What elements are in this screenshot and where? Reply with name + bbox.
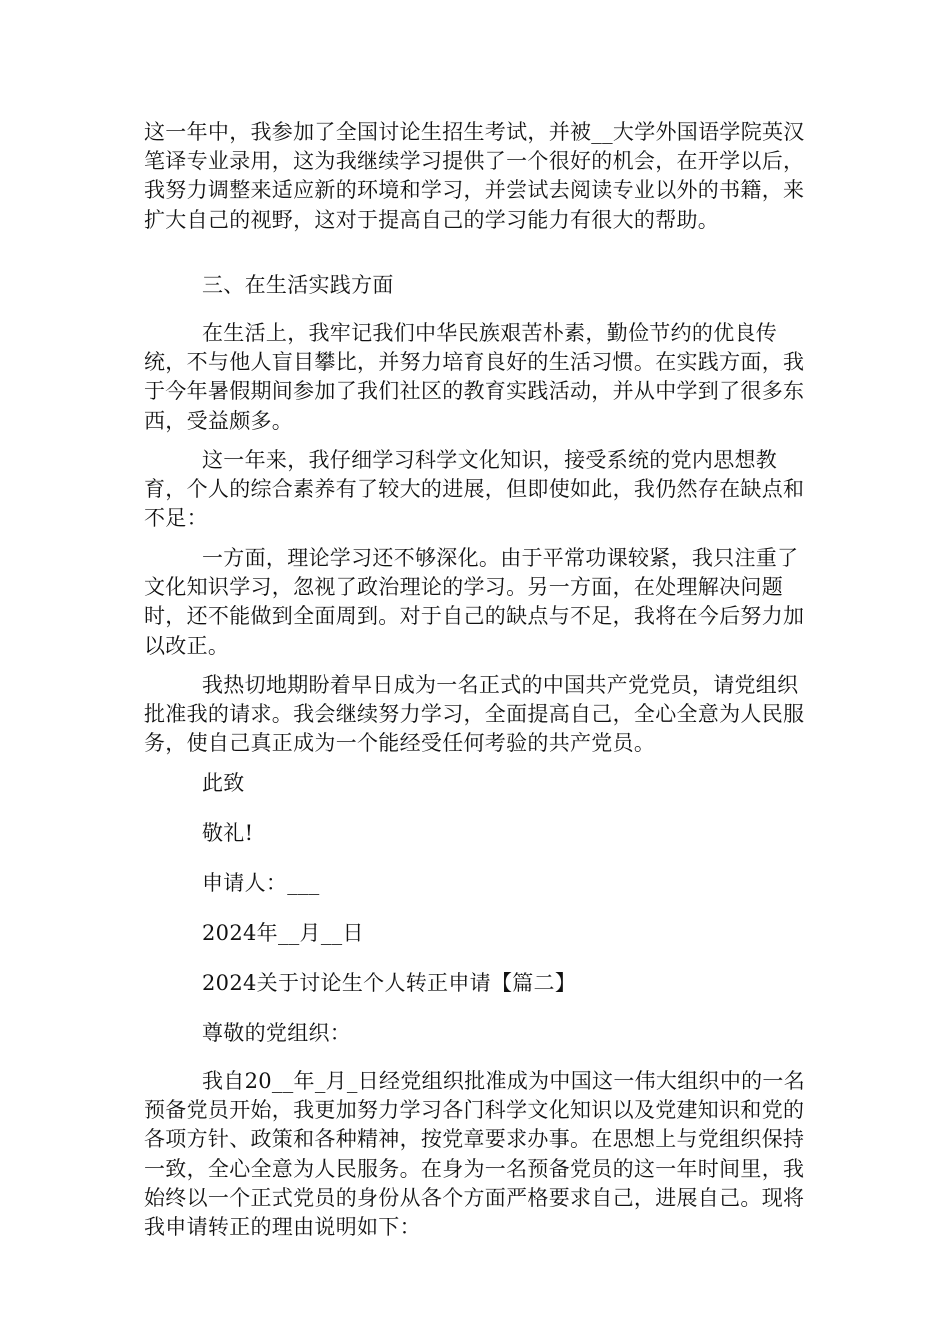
- date-line: 2024年__月__日: [202, 921, 364, 945]
- section-heading-life-practice: 三、在生活实践方面: [202, 273, 394, 297]
- paragraph-probation: 我自20__年_月_日经党组织批准成为中国这一伟大组织中的一名预备党员开始，我更加努力学习各门科学文化知识以及党建知识和党的各项方针、政策和各种精神，按党章要求办事。在思想上与党组织保持一致，全心全意为人民服务。在身为一名预备党员的这一年时间里，我始终以一个正式党员的身份从各个方面严格要求自己，进展自己。现将我申请转正的理由说明如下：: [144, 1069, 806, 1240]
- applicant-line: 申请人：___: [202, 871, 320, 895]
- greeting-line: 尊敬的党组织：: [202, 1021, 352, 1045]
- closing-salutation: 此致: [202, 771, 245, 795]
- paragraph-request: 我热切地期盼着早日成为一名正式的中国共产党党员，请党组织批准我的请求。我会继续努力学习，全面提高自己，全心全意为人民服务，使自己真正成为一个能经受任何考验的共产党员。: [144, 673, 805, 756]
- paragraph-progress: 这一年来，我仔细学习科学文化知识，接受系统的党内思想教育，个人的综合素养有了较大的进展，但即使如此，我仍然存在缺点和不足：: [144, 448, 805, 531]
- paragraph-shortcomings: 一方面，理论学习还不够深化。由于平常功课较紧，我只注重了文化知识学习，忽视了政治理论的学习。另一方面，在处理解决问题时，还不能做到全面周到。对于自己的缺点与不足，我将在今后努力加以改正。: [144, 546, 805, 658]
- paragraph-life-practice: 在生活上，我牢记我们中华民族艰苦朴素，勤俭节约的优良传统，不与他人盲目攀比，并努力培育良好的生活习惯。在实践方面，我于今年暑假期间参加了我们社区的教育实践活动，并从中学到了很多东西，受益颇多。: [144, 321, 805, 433]
- paragraph-study: 这一年中，我参加了全国讨论生招生考试，并被__大学外国语学院英汉笔译专业录用，这为我继续学习提供了一个很好的机会，在开学以后，我努力调整来适应新的环境和学习，并尝试去阅读专业以外的书籍，来扩大自己的视野，这对于提高自己的学习能力有很大的帮助。: [144, 120, 805, 232]
- section-title-part-two: 2024关于讨论生个人转正申请【篇二】: [202, 971, 577, 995]
- closing-regards: 敬礼!: [202, 821, 254, 845]
